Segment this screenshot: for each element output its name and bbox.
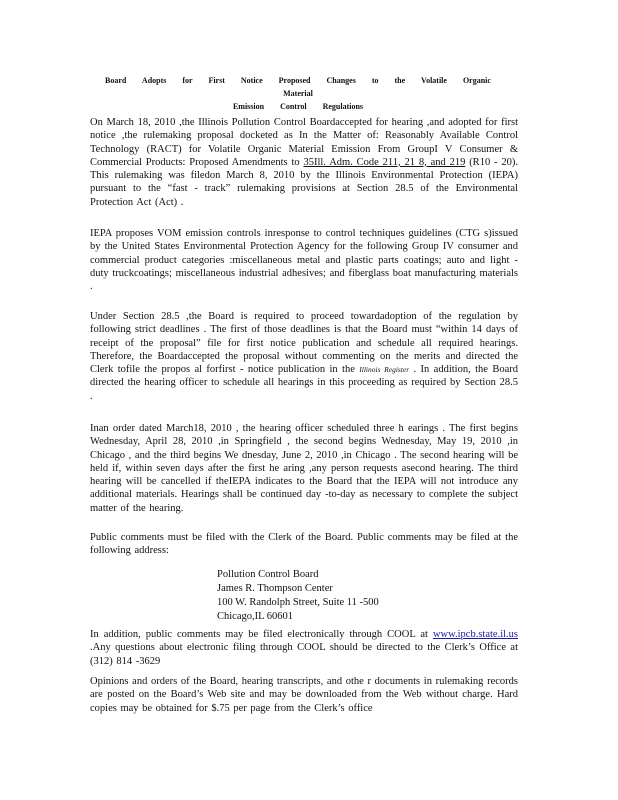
electronic-text-cont: .Any questions about electronic filing through COOL should be directed to the Clerk’s Office at (312) 814 -3629 [90, 642, 518, 667]
address-line-4: Chicago,IL 60601 [217, 611, 294, 622]
title-line-2: Emission Control Regulations [232, 102, 364, 111]
paragraph-opinions-orders: Opinions and orders of the Board, hearing transcripts, and othe r documents in rulemaking records are posted on the Board’s Web site and may be downloaded from the Web without charge. Hard copies may be obtained for $.75 per page from the Clerk’s office [90, 676, 518, 714]
section-text: Under Section 28.5 ,the Board is required to proceed towardadoption of the regulation by following strict deadlines . The first of those deadlines is that the Board must “within 14 days of receipt of the proposal” file for first notice publication and schedule all required hearings. Therefore, the Boardaccepted the proposal without commenting on the merits and directed the Clerk tofile the propos al forfirst - notice publication in the [90, 311, 518, 376]
intro-text-cont: (R10 - 20). This rulemaking was filedon March 8, 2010 by the Illinois Environmental Protection (IEPA) pursuant to the “fast - track” rulemaking provisions at Section 28.5 of the Environmental Protection Act (Act) . [90, 156, 519, 208]
mailing-address [217, 568, 457, 624]
address-line-3: 100 W. Randolph Street, Suite 11 -500 [217, 597, 379, 608]
electronic-text: In addition, public comments may be filed electronically through COOL at [90, 629, 433, 640]
intro-text: On March 18, 2010 ,the Illinois Pollution Control Boardaccepted for hearing ,and adopted for first notice ,the rulemaking proposal docketed as In the Matter of: Reasonably Available Control Technology (RACT) for Volatile Organic Material Emission From GroupI V Consumer & Commercial Products: Proposed Amendments to [90, 117, 518, 168]
paragraph-intro [90, 116, 518, 209]
illinois-register: Illinois Register [359, 365, 410, 375]
address-line-2: James R. Thompson Center [217, 583, 333, 594]
title-line-1: Board Adopts for First Notice Proposed Changes to the Volatile Organic Material [105, 76, 491, 98]
page-title [92, 74, 504, 113]
paragraph-iepa-proposal: IEPA proposes VOM emission controls inresponse to control techniques guidelines (CTG s)issued by the United States Environmental Protection Agency for the following Group IV consumer and commercial product categories :miscellaneous metal and plastic parts coatings; auto and light -duty truckcoatings; miscellaneous industrial adhesives; and fiberglass boat manufacturing materials . [90, 228, 518, 293]
paragraph-public-comments: Public comments must be filed with the Clerk of the Board. Public comments may be filed at the following address: [90, 532, 518, 557]
website-link[interactable]: www.ipcb.state.il.us [432, 629, 518, 640]
address-line-1: Pollution Control Board [217, 569, 319, 580]
section-text-cont: . In addition, the Board directed the hearing officer to schedule all hearings in this proceeding as required by Section 28.5 . [90, 364, 518, 402]
code-citation: 35Ill. Adm. Code 211, 21 8, and 219 [303, 156, 466, 168]
paragraph-section-28-5 [90, 310, 518, 403]
paragraph-electronic-filing [90, 628, 518, 668]
paragraph-hearings: Inan order dated March18, 2010 , the hearing officer scheduled three h earings . The first begins Wednesday, April 28, 2010 ,in Springfield , the second begins Wednesday, May 19, 2010 ,in Chicago , and the third begins We dnesday, June 2, 2010 ,in Chicago . The second hearing will be held if, within seven days after the first he aring ,any person requests asecond hearing. The third hearing will be cancelled if theIEPA indicates to the Board that the IEPA will not introduce any additional materials. Hearings shall be continued day -to-day as necessary to complete the subject matter of the hearing. [90, 423, 518, 514]
